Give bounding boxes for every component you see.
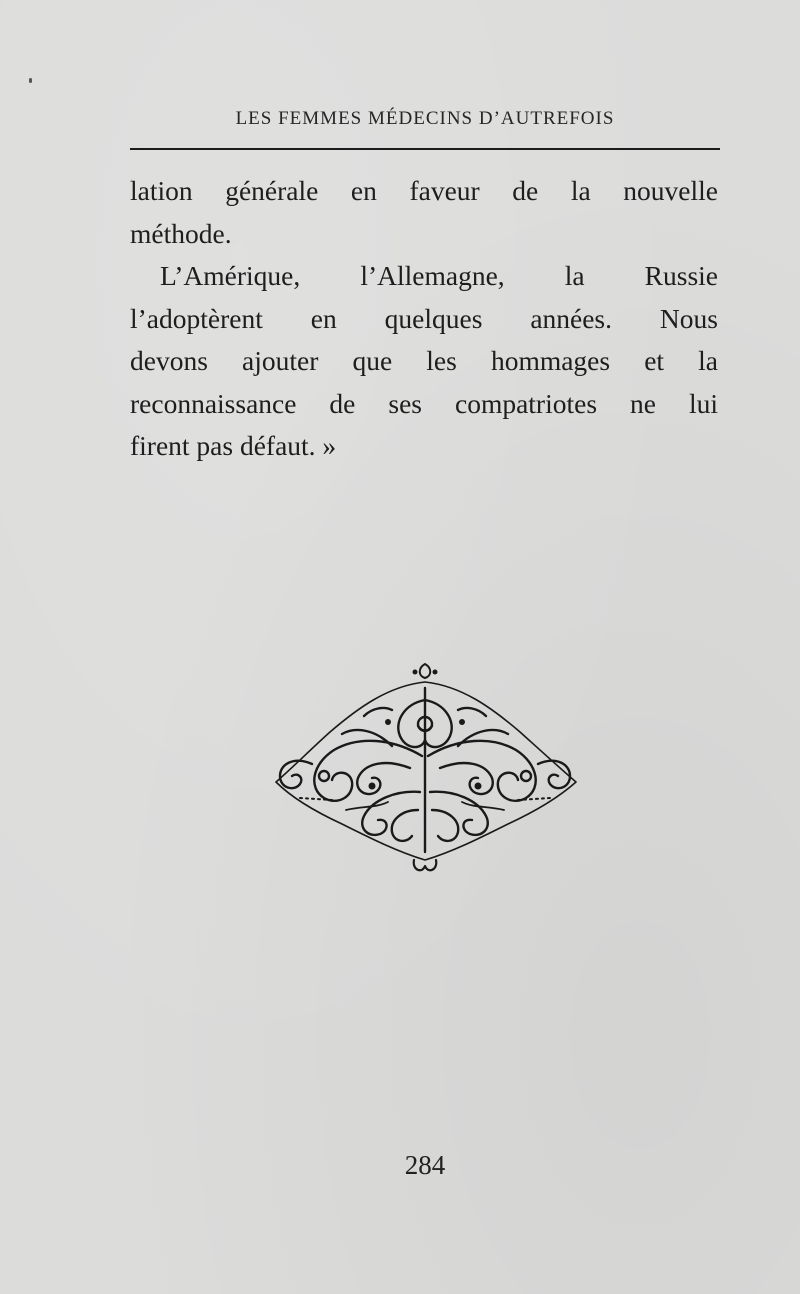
floral-scroll-ornament-icon (272, 660, 578, 874)
text-line: devons ajouter que les hommages et la (130, 345, 718, 376)
text-line: méthode. (130, 217, 232, 249)
text-line: lation générale en faveur de la nouvelle (130, 175, 718, 206)
ink-speck (29, 78, 32, 83)
header-rule (130, 148, 720, 150)
body-text (130, 170, 718, 468)
page-number: 284 (404, 1150, 446, 1180)
text-line: firent pas défaut. » (130, 430, 337, 461)
text-line: reconnaissance de ses compatriotes ne lui (130, 387, 718, 419)
text-line: l’adoptèrent en quelques années. Nous (130, 302, 718, 334)
running-head: LES FEMMES MÉDECINS D’AUTREFOIS (235, 108, 615, 129)
text-line: L’Amérique, l’Allemagne, la Russie (160, 260, 718, 291)
